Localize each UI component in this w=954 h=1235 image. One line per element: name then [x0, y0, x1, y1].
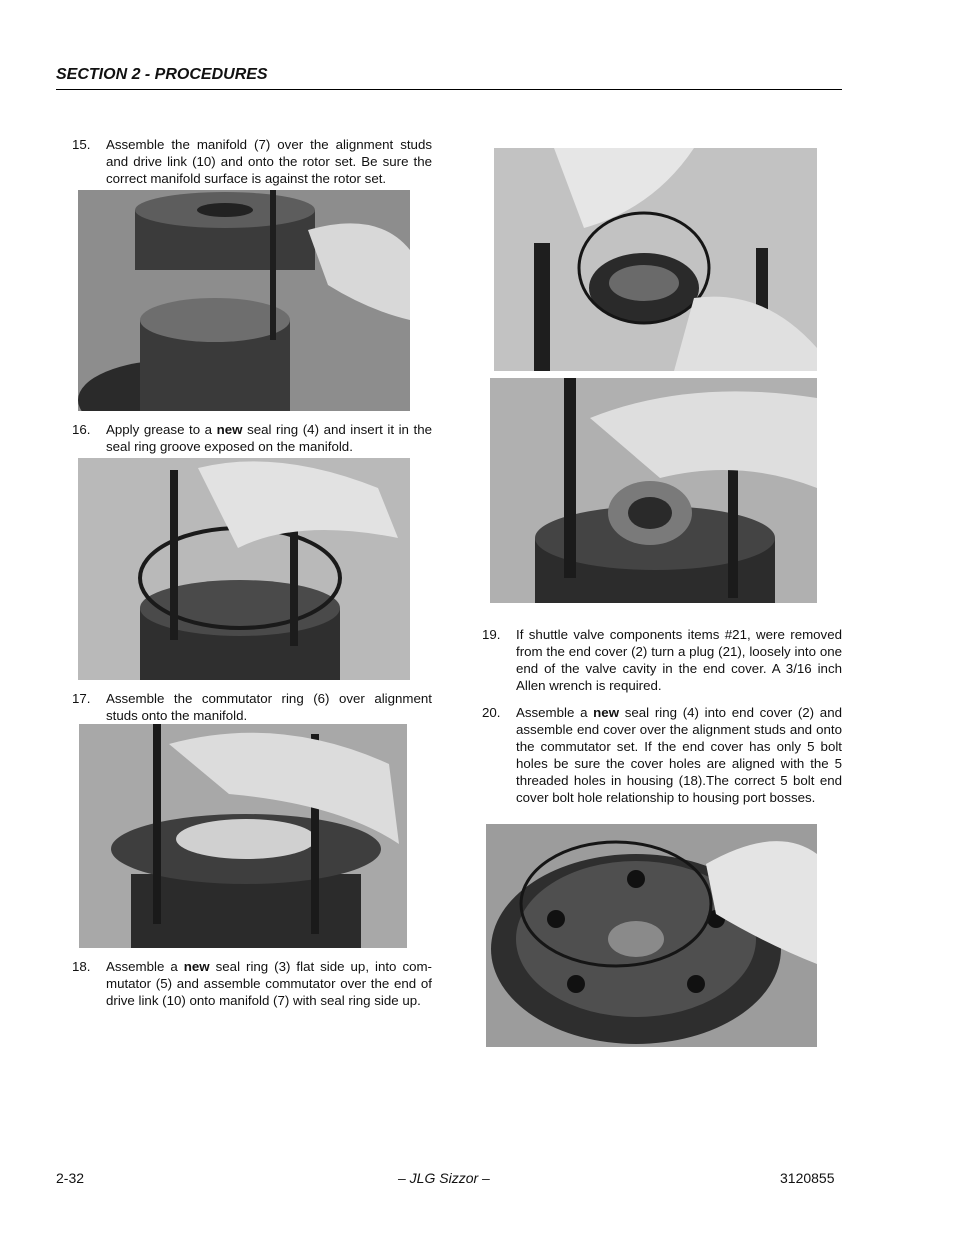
step-number: 19. — [482, 627, 501, 642]
photo-commutator-over-link — [490, 378, 817, 603]
header-rule — [56, 89, 842, 90]
step-text: Assemble the commutator ring (6) over alignment studs onto the manifold. — [106, 691, 432, 723]
photo-seal-ring-manifold — [78, 458, 410, 680]
step-19 — [482, 626, 842, 696]
step-15 — [72, 136, 432, 188]
step-text: Apply grease to a new seal ring (4) and insert it in the seal ring groove exposed on the manifold. — [106, 422, 432, 454]
photo-commutator-seal-ring — [494, 148, 817, 371]
photo-commutator-ring — [79, 724, 407, 948]
step-text: Assemble the manifold (7) over the alignment studs and drive link (10) and onto the rotor set. Be sure the correct manifold surface is against the rotor set. — [106, 137, 432, 186]
step-18 — [72, 958, 432, 1028]
step-16 — [72, 421, 432, 456]
page-number: 2-32 — [56, 1170, 85, 1186]
photo-end-cover — [486, 824, 817, 1047]
step-20 — [482, 704, 842, 824]
step-number: 16. — [72, 422, 91, 437]
step-number: 15. — [72, 137, 91, 152]
step-17 — [72, 690, 432, 725]
step-number: 17. — [72, 691, 91, 706]
step-text: Assemble a new seal ring (3) flat side up, into com-mutator (5) and assemble commutator over the end of drive link (10) onto manifold (7) with seal ring side up. — [106, 959, 432, 1008]
step-text: Assemble a new seal ring (4) into end cover (2) and assemble end cover over the alignment studs and onto the commutator set. If the end cover has only 5 bolt holes be sure the cover holes are aligned with the 5 threaded holes in housing (18).The correct 5 bolt end cover bolt hole relationship to housing port bosses. — [516, 705, 842, 805]
step-text: If shuttle valve components items #21, were removed from the end cover (2) turn a plug (21), loosely into one end of the valve cavity in the end cover. A 3/16 inch Allen wrench is required. — [516, 627, 842, 693]
document-number: 3120855 — [780, 1170, 835, 1186]
photo-manifold-assembly — [78, 190, 410, 411]
footer-title: – JLG Sizzor – — [398, 1170, 490, 1186]
step-number: 18. — [72, 959, 91, 974]
section-title: SECTION 2 - PROCEDURES — [56, 66, 268, 83]
step-number: 20. — [482, 705, 501, 720]
